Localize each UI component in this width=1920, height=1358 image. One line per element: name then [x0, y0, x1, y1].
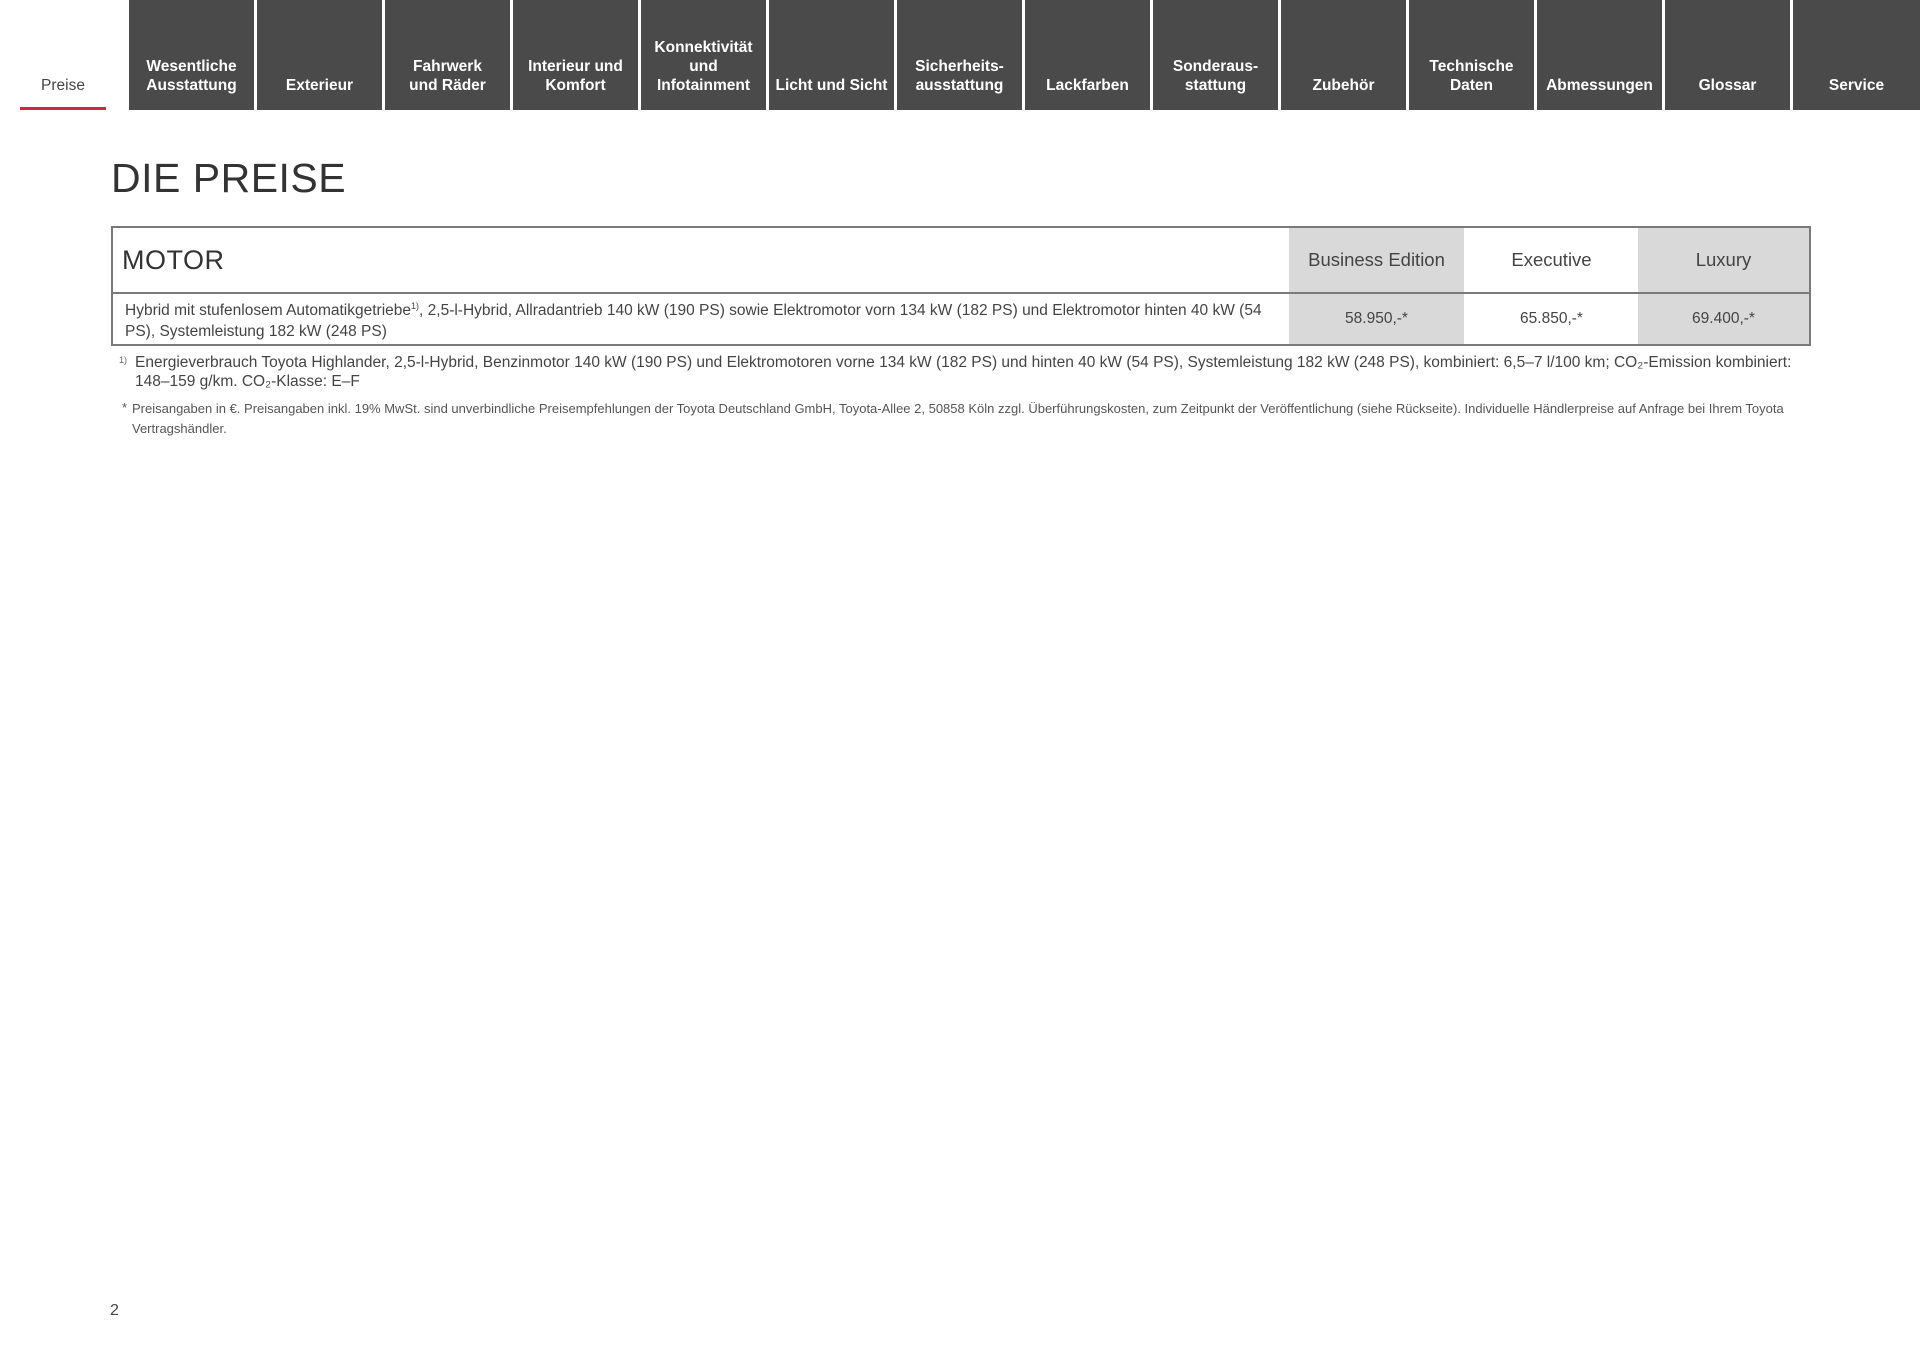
tab-lackfarben[interactable]: Lackfarben [1025, 0, 1150, 110]
footnote-prices [122, 399, 1822, 439]
section-heading-motor: MOTOR [122, 245, 225, 275]
price-value: 69.400,-* [1692, 310, 1755, 327]
price-table [111, 226, 1811, 346]
tab-konnektivitaet-und-infotainment[interactable]: Konnektivität und Infotainment [641, 0, 766, 110]
engine-description-text-cont: , 2,5-l-Hybrid, Allradantrieb 140 kW (190 PS) sowie Elektromotor vorn 134 kW (182 PS) und Elektromotor hinten 40 kW (54 PS), Systemleistung 182 kW (248 PS) [125, 302, 1262, 340]
tab-glossar[interactable]: Glossar [1665, 0, 1790, 110]
tab-technische-daten[interactable]: Technische Daten [1409, 0, 1534, 110]
footnote-reference: 1) [411, 300, 420, 311]
column-header-business-edition [1289, 228, 1464, 292]
column-header-luxury [1638, 228, 1809, 292]
tab-interieur-und-komfort[interactable]: Interieur und Komfort [513, 0, 638, 110]
tab-exterieur[interactable]: Exterieur [257, 0, 382, 110]
tab-sicherheitsausstattung[interactable]: Sicherheits- ausstattung [897, 0, 1022, 110]
column-header-label: Executive [1511, 249, 1592, 270]
page-number: 2 [110, 1302, 119, 1319]
engine-description [125, 300, 1285, 342]
price-table-header [113, 228, 1809, 294]
price-cell-business-edition [1289, 294, 1464, 344]
price-cell-luxury [1638, 294, 1809, 344]
tab-wesentliche-ausstattung[interactable]: Wesentliche Ausstattung [129, 0, 254, 110]
footnote-marker: * [122, 400, 128, 415]
footnote-text: Energieverbrauch Toyota Highlander, 2,5-l-Hybrid, Benzinmotor 140 kW (190 PS) und Elektromotoren vorne 134 kW (182 PS) und hinten 40 kW (54 PS), Systemleistung 182 kW (248 PS), kombiniert: 6,5–7 l/100 km; CO₂-Emission kombiniert: 148–159 g/km. CO₂-Klasse: E–F [135, 354, 1792, 390]
tab-abmessungen[interactable]: Abmessungen [1537, 0, 1662, 110]
price-cell-executive [1464, 294, 1639, 344]
footnote-marker: 1) [119, 355, 128, 365]
price-value: 65.850,-* [1520, 310, 1583, 327]
tab-sonderausstattung[interactable]: Sonderaus- stattung [1153, 0, 1278, 110]
tab-fahrwerk-und-raeder[interactable]: Fahrwerk und Räder [385, 0, 510, 110]
column-header-label: Business Edition [1308, 249, 1445, 270]
table-row [113, 294, 1809, 344]
footnote-text: Preisangaben in €. Preisangaben inkl. 19% MwSt. sind unverbindliche Preisempfehlungen der Toyota Deutschland GmbH, Toyota-Allee 2, 50858 Köln zzgl. Überführungskosten, zum Zeitpunkt der Veröffentlichung (siehe Rückseite). Individuelle Händlerpreise auf Anfrage bei Ihrem Toyota Vertragshändler. [132, 401, 1784, 436]
top-navigation [0, 0, 1920, 110]
tab-licht-und-sicht[interactable]: Licht und Sicht [769, 0, 894, 110]
column-header-executive [1464, 228, 1639, 292]
tab-service[interactable]: Service [1793, 0, 1920, 110]
tab-zubehoer[interactable]: Zubehör [1281, 0, 1406, 110]
footnote-consumption [119, 353, 1822, 391]
column-header-label: Luxury [1695, 249, 1752, 270]
tab-preise[interactable]: Preise [20, 0, 106, 110]
page-title: DIE PREISE [111, 155, 347, 201]
price-value: 58.950,-* [1345, 310, 1408, 327]
engine-description-text: Hybrid mit stufenlosem Automatikgetriebe [125, 302, 412, 319]
